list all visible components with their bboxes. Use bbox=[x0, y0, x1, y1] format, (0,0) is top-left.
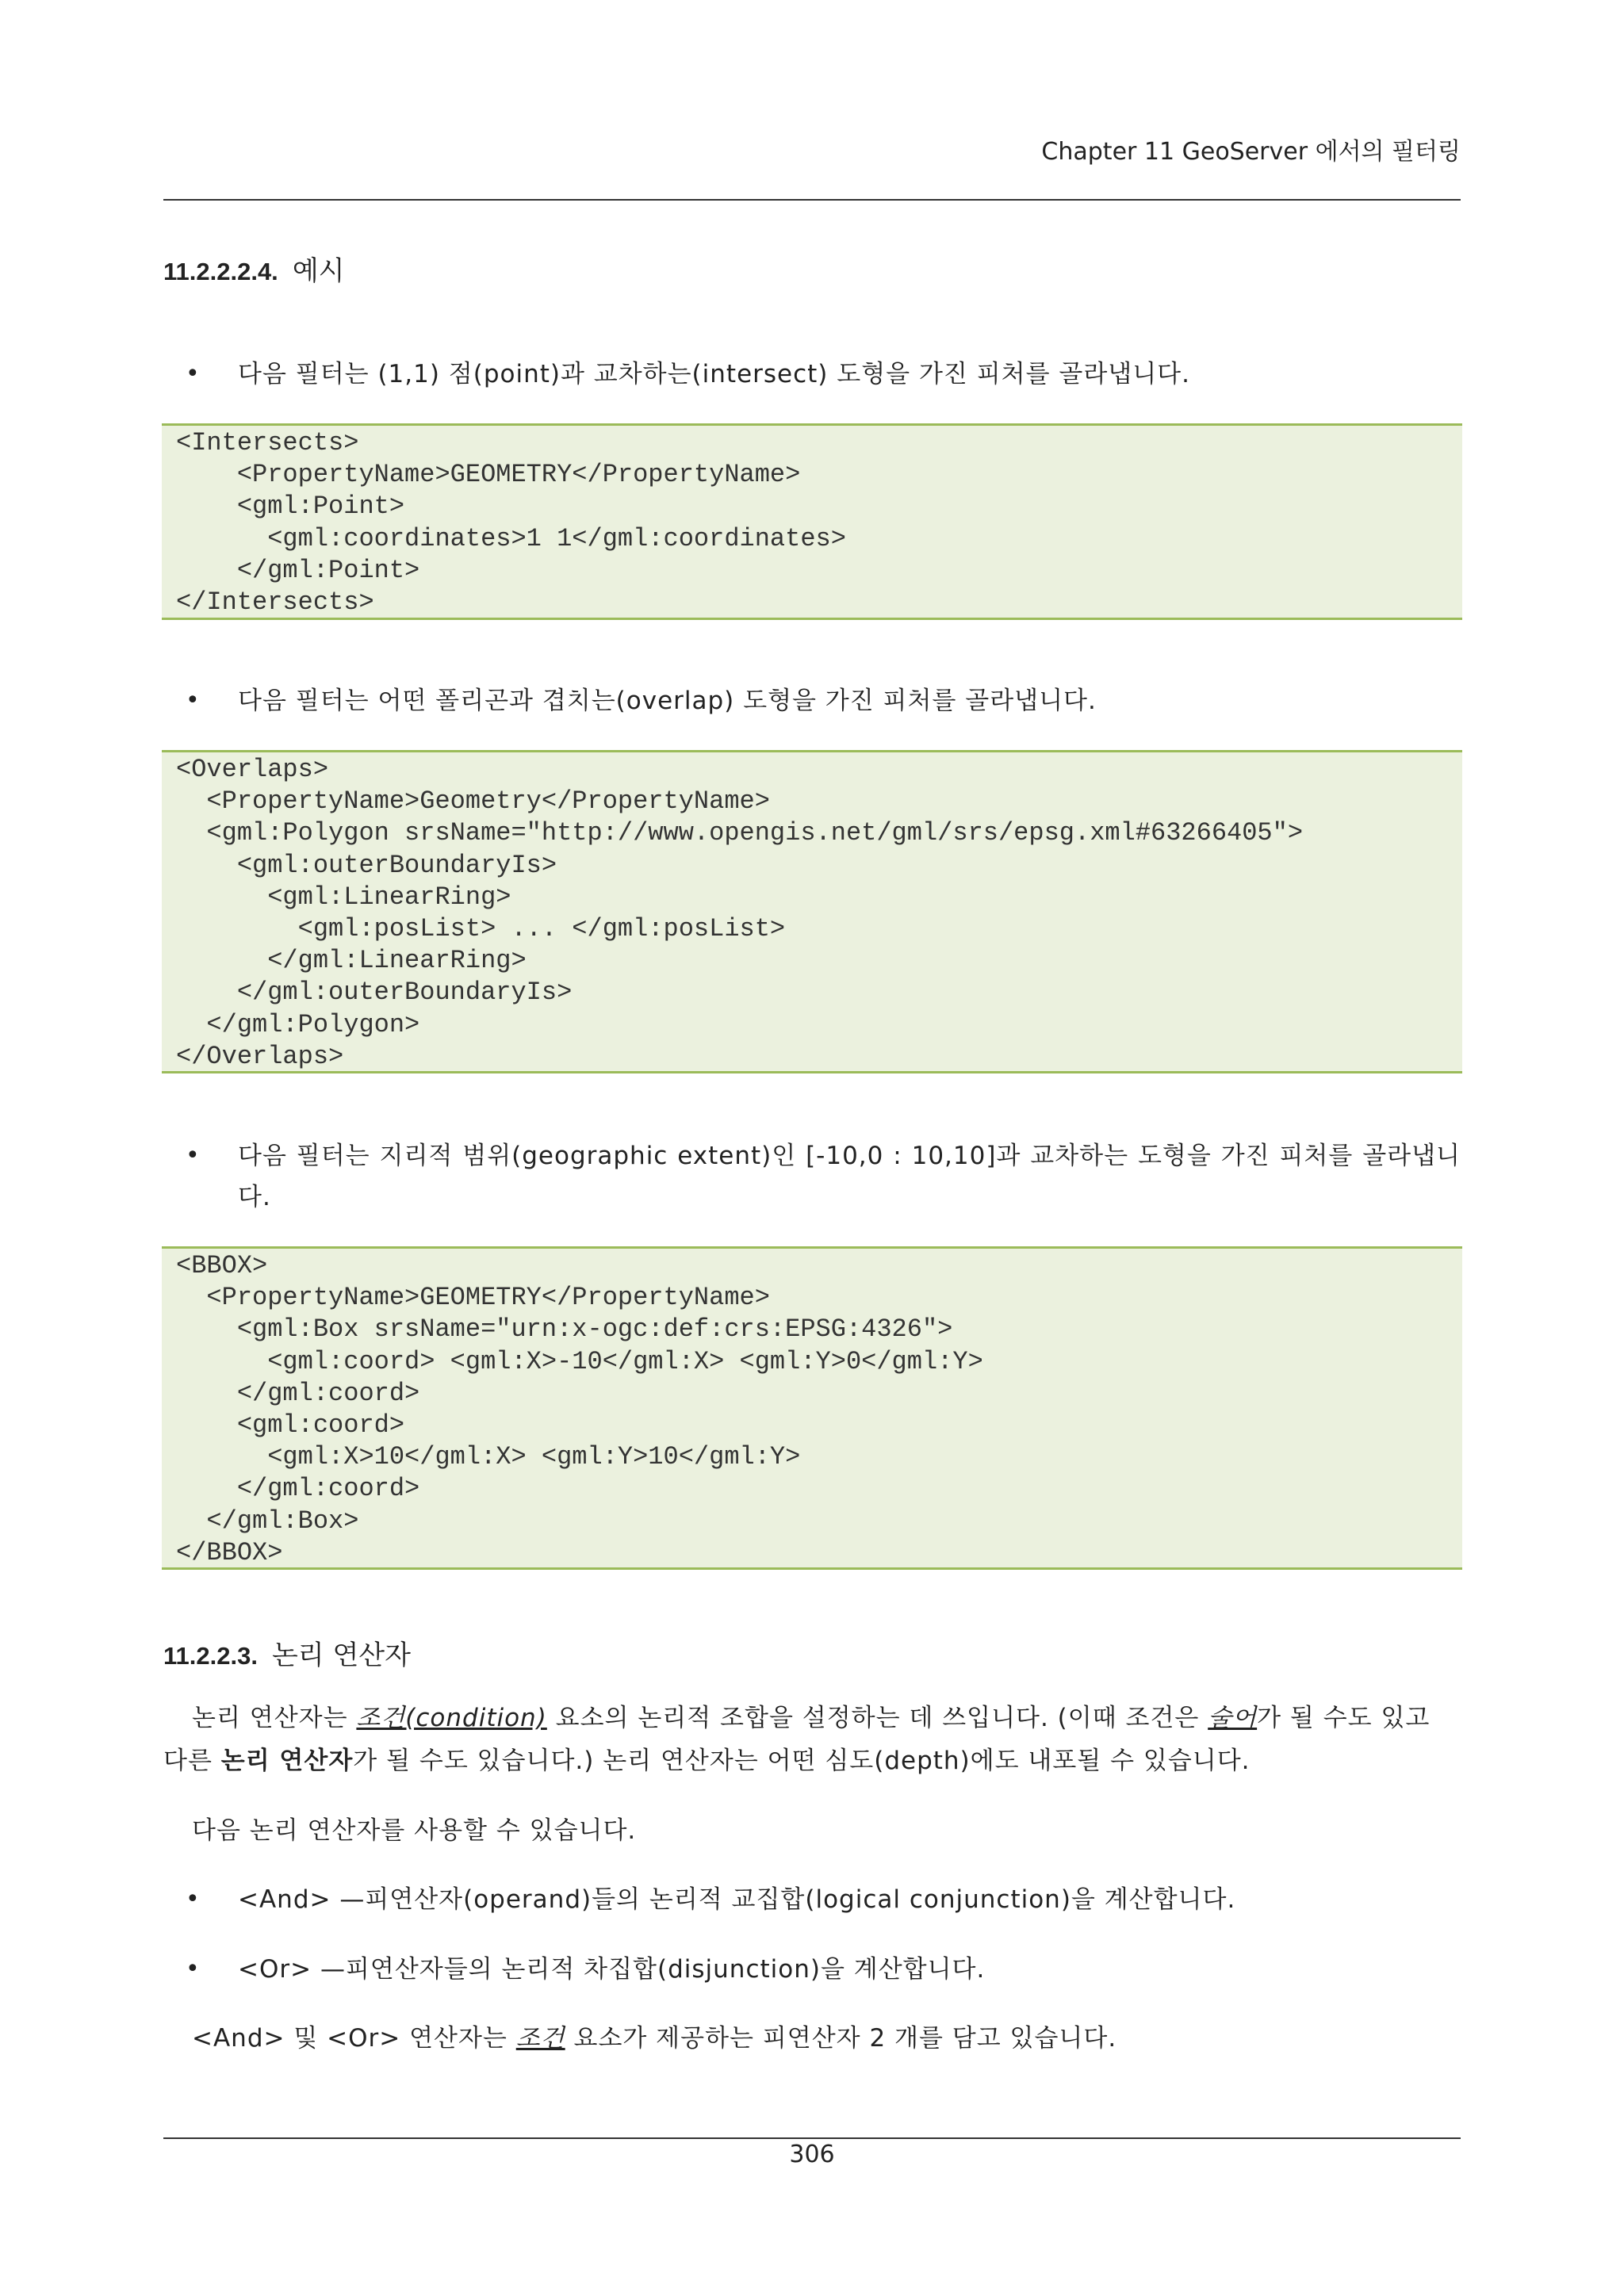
code-line: <gml:LinearRing> bbox=[176, 882, 511, 912]
code-line: <gml:Point> bbox=[176, 492, 405, 522]
page-header: Chapter 11 GeoServer 에서의 필터링 bbox=[1041, 138, 1461, 166]
bullet-intersects: • 다음 필터는 (1,1) 점(point)과 교차하는(intersect) 도형을 가진 피처를 골라냅니다. bbox=[238, 354, 1461, 395]
paragraph-operands: <And> 및 <Or> 연산자는 조건 요소가 제공하는 피연산자 2 개를 담고 있습니다. bbox=[192, 2024, 1117, 2053]
code-line: </gml:coord> bbox=[176, 1474, 420, 1504]
section-title: 논리 연산자 bbox=[271, 1640, 411, 1671]
header-rule bbox=[163, 199, 1461, 201]
code-line: <Overlaps> bbox=[176, 755, 329, 784]
term-predicate: 술어 bbox=[1208, 1704, 1258, 1732]
code-line: </Overlaps> bbox=[176, 1041, 344, 1071]
page-number: 306 bbox=[789, 2141, 835, 2168]
section-heading-logical bbox=[163, 1633, 1461, 1672]
term-condition: 조건(condition) bbox=[356, 1704, 547, 1732]
bullet-or: • <Or> —피연산자들의 논리적 차집합(disjunction)을 계산합니다. bbox=[238, 1949, 1461, 1990]
code-line: <gml:coord> <gml:X>-10</gml:X> <gml:Y>0</gml:Y> bbox=[176, 1346, 983, 1376]
bullet-overlaps: • 다음 필터는 어떤 폴리곤과 겹치는(overlap) 도형을 가진 피처를 골라냅니다. bbox=[238, 680, 1461, 721]
code-block-overlaps bbox=[162, 750, 1462, 1073]
code-line: <gml:Polygon srsName="http://www.opengis.net/gml/srs/epsg.xml#63266405"> bbox=[176, 818, 1304, 848]
code-line: </BBOX> bbox=[176, 1537, 283, 1567]
bullet-bbox: • 다음 필터는 지리적 범위(geographic extent)인 [-10,0 : 10,10]과 교차하는 도형을 가진 피처를 골라냅니다. bbox=[238, 1135, 1461, 1218]
code-line: </gml:coord> bbox=[176, 1378, 420, 1408]
code-line: <BBOX> bbox=[176, 1251, 268, 1280]
code-line: <PropertyName>Geometry</PropertyName> bbox=[176, 786, 770, 817]
section-number: 11.2.2.3. bbox=[163, 1642, 258, 1670]
section-title: 예시 bbox=[292, 255, 345, 287]
code-line: </gml:LinearRing> bbox=[176, 946, 527, 976]
paragraph-available-operators: 다음 논리 연산자를 사용할 수 있습니다. bbox=[192, 1816, 637, 1845]
code-line: <gml:Box srsName="urn:x-ogc:def:crs:EPSG:4326"> bbox=[176, 1314, 953, 1345]
term-condition: 조건 bbox=[515, 2024, 565, 2053]
footer-rule bbox=[163, 2137, 1461, 2139]
code-line: <gml:outerBoundaryIs> bbox=[176, 850, 557, 880]
code-line: </gml:Polygon> bbox=[176, 1009, 420, 1039]
code-line: </gml:Point> bbox=[176, 555, 420, 585]
section-heading-example bbox=[163, 249, 1461, 288]
code-line: <gml:coord> bbox=[176, 1410, 405, 1440]
code-line: <PropertyName>GEOMETRY</PropertyName> bbox=[176, 1283, 770, 1313]
term-logical-operator: 논리 연산자 bbox=[220, 1747, 354, 1775]
paragraph-logical-operators: 논리 연산자는 조건(condition) 요소의 논리적 조합을 설정하는 데 쓰입니다. (이때 조건은 술어가 될 수도 있고 다른 논리 연산자가 될 수도 있습니다.) 논리 연산자는 어떤 심도(depth)에도 내포될 수 있습니다. bbox=[163, 1704, 1431, 1775]
code-line: <gml:posList> ... </gml:posList> bbox=[176, 913, 786, 943]
code-block-intersects bbox=[162, 423, 1462, 620]
code-line: <gml:X>10</gml:X> <gml:Y>10</gml:Y> bbox=[176, 1442, 801, 1472]
section-number: 11.2.2.2.4. bbox=[163, 258, 278, 285]
bullet-and: • <And> —피연산자(operand)들의 논리적 교집합(logical conjunction)을 계산합니다. bbox=[238, 1879, 1461, 1920]
code-line: <Intersects> bbox=[176, 428, 359, 457]
code-line: <PropertyName>GEOMETRY</PropertyName> bbox=[176, 460, 801, 490]
code-line: </Intersects> bbox=[176, 587, 374, 617]
code-block-bbox bbox=[162, 1246, 1462, 1570]
code-line: <gml:coordinates>1 1</gml:coordinates> bbox=[176, 523, 846, 553]
code-line: </gml:outerBoundaryIs> bbox=[176, 978, 573, 1008]
code-line: </gml:Box> bbox=[176, 1506, 359, 1536]
